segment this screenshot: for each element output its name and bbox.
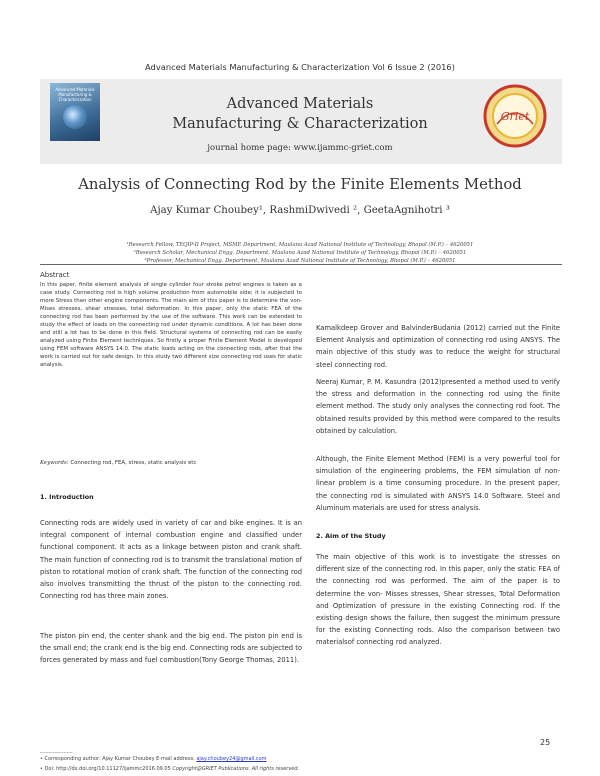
right-paragraph-2: Neeraj Kumar, P. M. Kasundra (2012)presented a method used to verify the stress and deformation in the connecting rod using the finite element method. The study only analyses the connecting rod foot. The obtained results provided by this method were compared to the results obtained by calculation. [316,378,560,435]
page-number: 25 [540,738,551,747]
running-header: Advanced Materials Manufacturing & Characterization Vol 6 Issue 2 (2016) [145,62,455,72]
affiliation-3: ³Professor, Mechanical Engg. Department, Maulana Azad National Institute of Technology, Bhopal (M.P.) – 4620051 [144,258,456,264]
seal-text: Griet [500,110,530,123]
right-paragraph-1: Kamalkdeep Grover and BalvinderBudania (2012) carried out the Finite Element Analysis and optimization of connecting rod using ANSYS. The main objective of this study was to reduce the weight for structural steel connecting rod. [316,324,560,369]
footnote-author [40,756,267,762]
footnote-rule: ___________ [40,747,73,753]
section-aim-heading: 2. Aim of the Study [316,532,386,540]
copyright-text: Copyright@GRIET Publications. All rights reserved. [172,766,300,772]
bullet-icon: • [40,756,45,762]
aim-paragraph: The main objective of this work is to investigate the stresses on different size of the connecting rod. In this paper, only the static FEA of the connecting rod was performed. The aim of the paper is to determine the von- Misses stresses, Shear stresses, Total Deformation and Optimization of pressure in the existing Connecting rod. If the existing design shows the failure, then suggest the minimum pressure for the existing Connecting rods. Also the comparison between two materialsof connecting rod analyzed. [316,553,560,647]
affiliation-1: ¹Research Fellow, TEQIP-II Project, MSME Department, Maulana Azad National Institute of Technology, Bhopal (M.P.) – 4620051 [126,242,474,248]
keywords-text: Connecting rod, FEA, stress, static analysis etc [70,460,197,466]
intro-paragraph-2: The piston pin end, the center shank and the big end. The piston pin end is the small end; the crank end is the big end. Connecting rods are subjected to forces generated by mass and fuel combustion(Tony George Thomas, 2011). [40,632,302,665]
abstract-divider [40,264,562,265]
keywords-line [40,460,302,466]
affiliation-2: ²Research Scholar, Mechanical Engg. Department, Maulana Azad National Institute of Technology, Bhopal (M.P.) – 4620051 [133,250,467,256]
intro-paragraph-1: Connecting rods are widely used in variety of car and bike engines. It is an integral component of internal combustion engine and classified under functional component. It acts as a linkage between piston and crank shaft. The main function of connecting rod is to transmit the translational motion of piston to rotational motion of crank shaft. The function of the connecting rod also involves transmitting the thrust of the piston to the connecting rod. Connecting rod has three main zones. [40,519,302,601]
footnote-author-label: Corresponding author: Ajay Kumar Choubey E-mail address: [44,756,195,762]
footnote-doi [40,766,299,772]
cover-title: Advanced Materials Manufacturing & Characterization [55,87,95,102]
author-email-link[interactable]: ajay.choubey24@gmail.com [196,756,267,762]
paper-title: Analysis of Connecting Rod by the Finite Elements Method [78,176,522,193]
cover-graphic [63,105,87,129]
griet-seal-logo [483,84,547,148]
journal-title-line2: Manufacturing & Characterization [172,116,428,132]
keywords-label: Keywords: [40,460,69,466]
paper-authors: Ajay Kumar Choubey¹, RashmiDwivedi ², GeetaAgnihotri ³ [150,205,450,216]
bullet-icon: • [40,766,45,772]
journal-homepage: journal home page: www.ijammc-griet.com [207,143,393,153]
abstract-text: In this paper, finite element analysis of single cylinder four stroke petrol engines is taken as a case study. Connecting rod is high volume production from automobile side; it is subjected to more Stress than other engine components. The main aim of this paper is to determine the von-Mises stresses, shear stresses, total deformation. In this paper, only the static FEA of the connecting rod has been performed by the use of the software. This work can be extended to study the effect of loads on the connecting rod under dynamic conditions. A lot has been done and still a lot has to be done in this field. Structural systems of connecting rod can be easily analyzed using Finite Element techniques. So firstly a proper Finite Element Model is developed using FEM software ANSYS 14.0. The static loads acting on the connecting rods, after that the work is carried out for safe design. In this study two different size connecting rod uses for static analysis. [40,282,302,369]
doi-link[interactable]: http://dx.doi.org/10.11127/ijammc2016.09.05 [56,766,171,772]
journal-cover-image [50,83,100,141]
section-introduction-heading: 1. Introduction [40,493,94,501]
right-paragraph-3: Although, the Finite Element Method (FEM) is a very powerful tool for simulation of the engineering problems, the FEM simulation of non-linear problem is a time consuming procedure. In the present paper, the connecting rod is simulated with ANSYS 14.0 Software. Steel and Aluminum materials are used for stress analysis. [316,455,560,512]
abstract-heading: Abstract [40,271,70,279]
doi-label: Doi: [44,766,55,772]
journal-title-line1: Advanced Materials [226,96,374,112]
